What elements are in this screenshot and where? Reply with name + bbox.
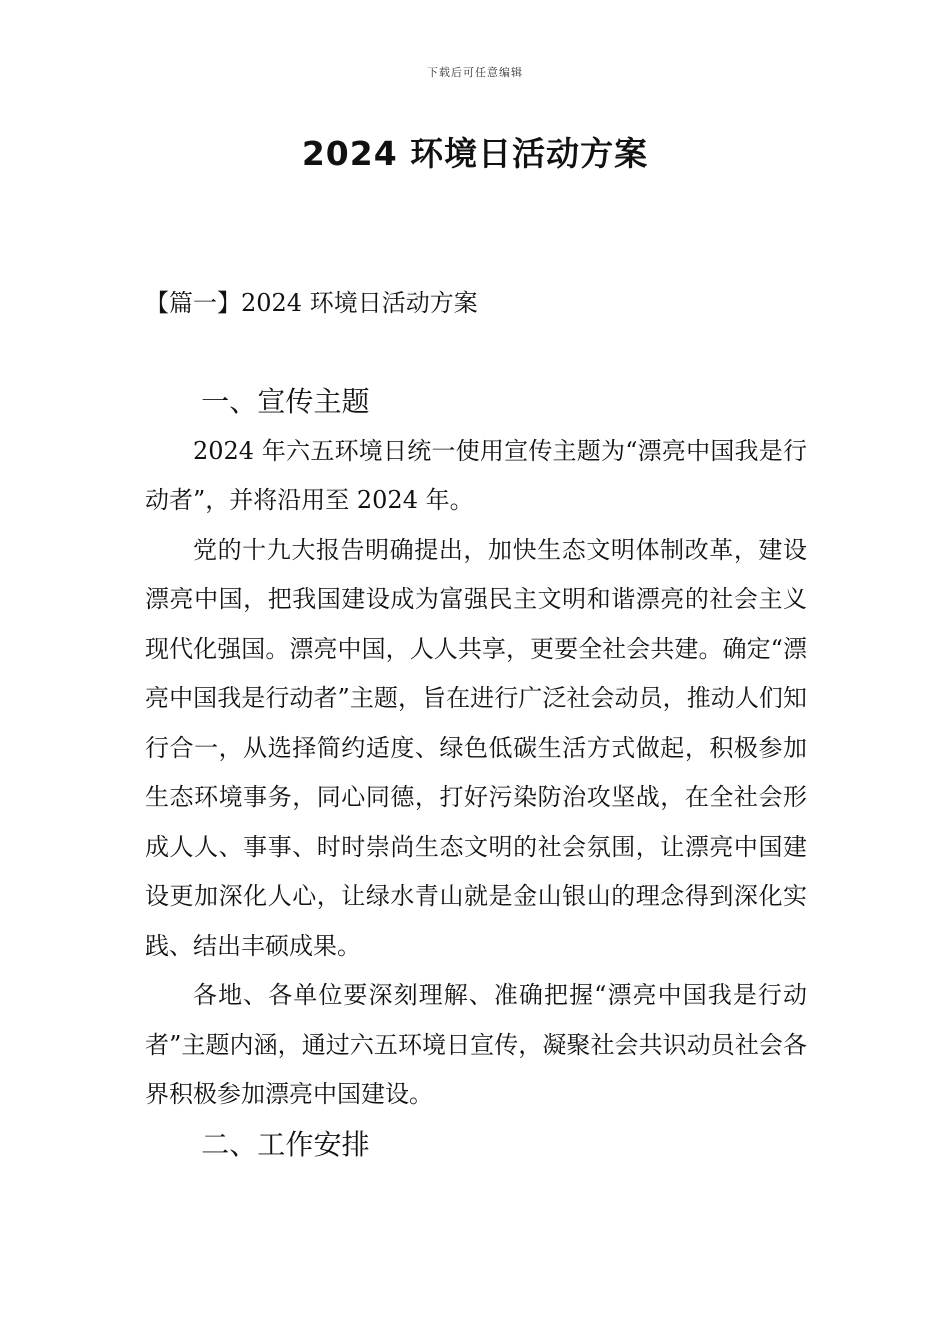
paragraph-report: 党的十九大报告明确提出，加快生态文明体制改革，建设漂亮中国，把我国建设成为富强民主文明和谐漂亮的社会主义现代化强国。漂亮中国，人人共享，更要全社会共建。确定“漂亮中国我是行动者”主题，旨在进行广泛社会动员，推动人们知行合一，从选择简约适度、绿色低碳生活方式做起，积极参加生态环境事务，同心同德，打好污染防治攻坚战，在全社会形成人人、事事、时时崇尚生态文明的社会氛围，让漂亮中国建设更加深化人心，让绿水青山就是金山银山的理念得到深化实践、结出丰硕成果。 (145, 535, 807, 960)
subheading-work-arrangement: 二、工作安排 (201, 1127, 370, 1161)
subheading-publicity-theme: 一、宣传主题 (201, 385, 370, 418)
document-title: 2024 环境日活动方案 (301, 134, 649, 173)
document-body (145, 377, 807, 1169)
section-heading: 【篇一】2024 环境日活动方案 (145, 289, 478, 317)
paragraph-theme: 2024 年六五环境日统一使用宣传主题为“漂亮中国我是行动者”，并将沿用至 2024 年。 (145, 436, 807, 514)
header-note: 下载后可任意编辑 (427, 66, 523, 79)
paragraph-units: 各地、各单位要深刻理解、准确把握“漂亮中国我是行动者”主题内涵，通过六五环境日宣传，凝聚社会共识动员社会各界积极参加漂亮中国建设。 (145, 981, 807, 1108)
